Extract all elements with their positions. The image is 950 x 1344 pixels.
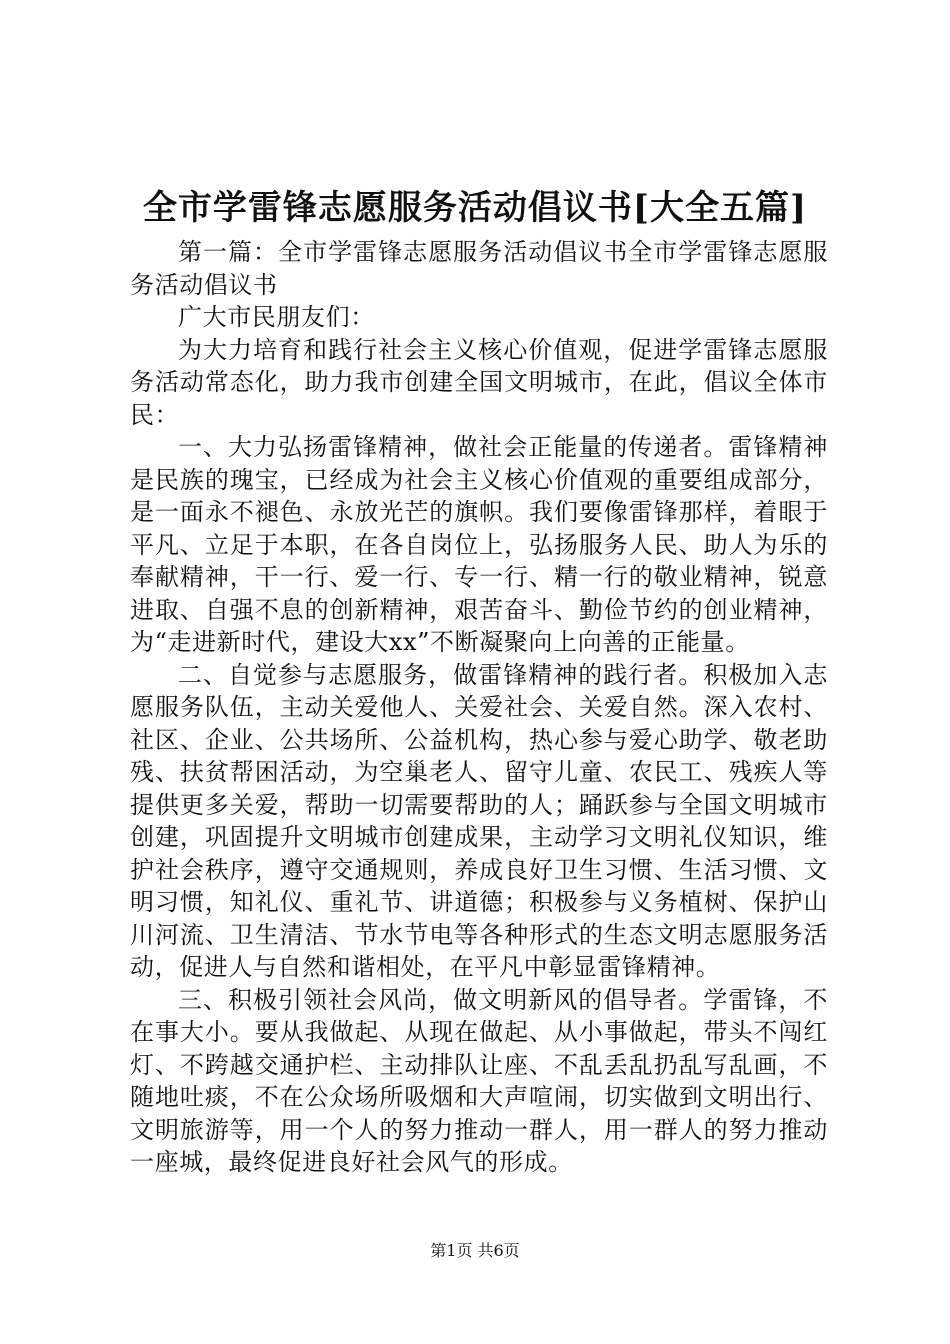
paragraph-salutation: 广大市民朋友们： (178, 303, 375, 331)
document-title: 全市学雷锋志愿服务活动倡议书[大全五篇] (142, 188, 808, 228)
paragraph-section-2: 二、自觉参与志愿服务，做雷锋精神的践行者。积极加入志愿服务队伍，主动关爱他人、关爱社会、关爱自然。深入农村、社区、企业、公共场所、公益机构，热心参与爱心助学、敬老助残、扶贫帮困活动，为空巢老人、留守儿童、农民工、残疾人等提供更多关爱，帮助一切需要帮助的人；踊跃参与全国文明城市创建，巩固提升文明城市创建成果，主动学习文明礼仪知识，维护社会秩序，遵守交通规则，养成良好卫生习惯、生活习惯、文明习惯，知礼仪、重礼节、讲道德；积极参与义务植树、保护山川河流、卫生清洁、节水节电等各种形式的生态文明志愿服务活动，促进人与自然和谐相处，在平凡中彰显雷锋精神。 (130, 660, 828, 981)
document-body (130, 236, 828, 1179)
paragraph-section-1: 一、大力弘扬雷锋精神，做社会正能量的传递者。雷锋精神是民族的瑰宝，已经成为社会主义核心价值观的重要组成部分，是一面永不褪色、永放光芒的旗帜。我们要像雷锋那样，着眼于平凡、立足于本职，在各自岗位上，弘扬服务人民、助人为乐的奉献精神，干一行、爱一行、专一行、精一行的敬业精神，锐意进取、自强不息的创新精神，艰苦奋斗、勤俭节约的创业精神，为“走进新时代，建设大xx”不断凝聚向上向善的正能量。 (130, 433, 828, 656)
paragraph-intro: 为大力培育和践行社会主义核心价值观，促进学雷锋志愿服务活动常态化，助力我市创建全国文明城市，在此，倡议全体市民： (130, 335, 828, 429)
paragraph-section-3: 三、积极引领社会风尚，做文明新风的倡导者。学雷锋，不在事大小。要从我做起、从现在做起、从小事做起，带头不闯红灯、不跨越交通护栏、主动排队让座、不乱丢乱扔乱写乱画，不随地吐痰，不在公众场所吸烟和大声喧闹，切实做到文明出行、文明旅游等，用一个人的努力推动一群人，用一群人的努力推动一座城，最终促进良好社会风气的形成。 (130, 985, 828, 1176)
paragraph-heading: 第一篇：全市学雷锋志愿服务活动倡议书全市学雷锋志愿服务活动倡议书 (130, 238, 828, 299)
page-number-footer: 第1页 共6页 (430, 1241, 520, 1260)
